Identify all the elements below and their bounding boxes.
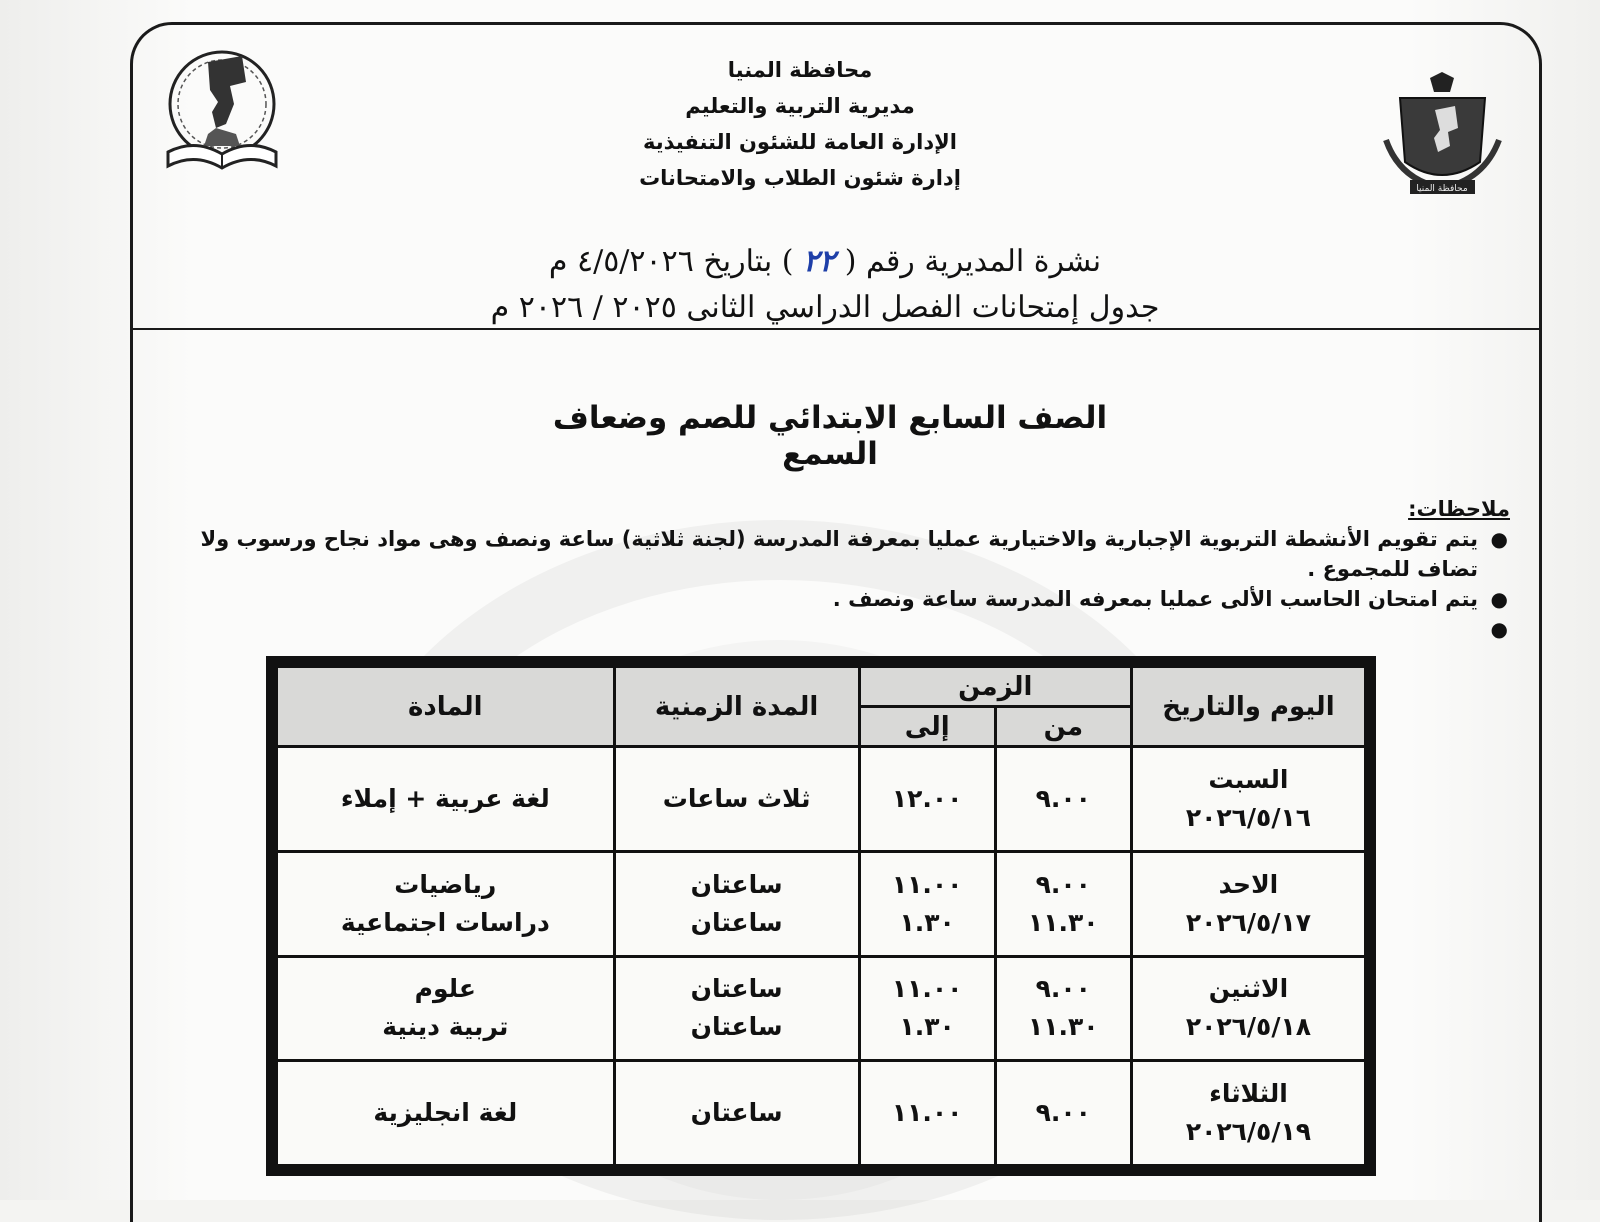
day-date-cell (1131, 1061, 1365, 1166)
note-item (140, 524, 1510, 584)
day-name: السبت (1208, 764, 1289, 794)
page-title: الصف السابع الابتدائي للصم وضعاف السمع (552, 400, 1108, 472)
to-time: ١١.٠٠ (891, 974, 963, 1004)
exam-schedule-table-frame (266, 656, 1376, 1176)
note-item (140, 584, 1510, 614)
duration-cell (614, 851, 859, 956)
note-text: يتم تقويم الأنشطة التربوية الإجبارية والاختيارية عمليا بمعرفة المدرسة (لجنة ثلاثية) ساعة ونصف وهى مواد نجاح ورسوب ولا تضاف للمجموع . (200, 527, 1478, 581)
to-time: ١١.٠٠ (891, 869, 963, 899)
note-item (140, 614, 1510, 644)
bullet-icon: ● (1490, 527, 1508, 551)
duration-value: ساعتان (690, 1098, 783, 1128)
table-row (277, 956, 1366, 1061)
subject-name: علوم (414, 974, 476, 1004)
duration-cell (614, 747, 859, 852)
day-date-cell (1131, 747, 1365, 852)
table-row (277, 1061, 1366, 1166)
subject-cell (277, 956, 615, 1061)
subject-cell (277, 747, 615, 852)
from-cell (995, 956, 1131, 1061)
to-time: ١٢.٠٠ (891, 783, 963, 813)
header-exams-admin: إدارة شئون الطلاب والامتحانات (639, 166, 961, 190)
table-row (277, 851, 1366, 956)
duration-value: ثلاث ساعات (662, 783, 811, 813)
subject-cell (277, 1061, 615, 1166)
header-general-admin: الإدارة العامة للشئون التنفيذية (643, 130, 957, 154)
from-time: ٩.٠٠ (1035, 1098, 1091, 1128)
to-cell (859, 956, 995, 1061)
from-cell (995, 747, 1131, 852)
from-time: ٩.٠٠ (1035, 783, 1091, 813)
to-time: ١.٣٠ (899, 907, 955, 937)
notes-heading: ملاحظات: (1408, 497, 1510, 521)
bulletin-middle: ) بتاريخ (703, 244, 794, 279)
to-cell (859, 1061, 995, 1166)
from-cell (995, 1061, 1131, 1166)
notes-section (140, 494, 1510, 644)
duration-value: ساعتان (690, 869, 783, 899)
exam-date: ٢٠٢٦/٥/١٧ (1185, 907, 1311, 937)
day-date-cell (1131, 851, 1365, 956)
day-name: الثلاثاء (1209, 1079, 1288, 1109)
table-row (277, 747, 1366, 852)
exam-date: ٢٠٢٦/٥/١٩ (1185, 1117, 1311, 1147)
to-time: ١١.٠٠ (891, 1098, 963, 1128)
header-time: الزمن (859, 667, 1131, 707)
to-cell (859, 747, 995, 852)
from-time: ٩.٠٠ (1035, 869, 1091, 899)
header-duration: المدة الزمنية (614, 667, 859, 747)
header-day-date: اليوم والتاريخ (1131, 667, 1365, 747)
header-governorate: محافظة المنيا (727, 58, 873, 82)
bulletin-line (430, 244, 1220, 279)
header-from: من (995, 707, 1131, 747)
duration-cell (614, 956, 859, 1061)
bullet-icon: ● (1490, 587, 1508, 611)
governorate-emblem-icon (1380, 70, 1505, 200)
header-subject: المادة (277, 667, 615, 747)
duration-value: ساعتان (690, 907, 783, 937)
bulletin-prefix: نشرة المديرية رقم ( (844, 244, 1102, 279)
header-to: إلى (859, 707, 995, 747)
day-name: الاحد (1218, 869, 1279, 899)
schedule-subtitle: جدول إمتحانات الفصل الدراسي الثانى ٢٠٢٥ / ٢٠٢٦ م (490, 290, 1160, 325)
subject-name: دراسات اجتماعية (340, 907, 550, 937)
day-name: الاثنين (1208, 974, 1289, 1004)
exam-date: ٢٠٢٦/٥/١٦ (1185, 802, 1311, 832)
duration-cell (614, 1061, 859, 1166)
duration-value: ساعتان (690, 1012, 783, 1042)
from-time: ١١.٣٠ (1028, 1012, 1099, 1042)
from-time: ٩.٠٠ (1035, 974, 1091, 1004)
from-time: ١١.٣٠ (1028, 907, 1099, 937)
exam-date: ٢٠٢٦/٥/١٨ (1185, 1012, 1311, 1042)
subject-name: لغة انجليزية (373, 1098, 518, 1128)
subject-cell (277, 851, 615, 956)
note-text: يتم امتحان الحاسب الألى عمليا بمعرفه المدرسة ساعة ونصف . (832, 587, 1478, 611)
to-time: ١.٣٠ (899, 1012, 955, 1042)
day-date-cell (1131, 956, 1365, 1061)
subject-name: رياضيات (394, 869, 497, 899)
bullet-icon: ● (1490, 617, 1508, 641)
nefertiti-book-logo-icon (160, 42, 290, 182)
svg-text:محافظة المنيا: محافظة المنيا (1416, 184, 1468, 194)
bulletin-date: ٤/٥/٢٠٢٦ م (548, 244, 694, 279)
subject-name: تربية دينية (382, 1012, 509, 1042)
from-cell (995, 851, 1131, 956)
exam-schedule-table (275, 665, 1367, 1167)
header-divider (130, 328, 1542, 330)
to-cell (859, 851, 995, 956)
bulletin-number: ٢٢ (802, 244, 836, 279)
duration-value: ساعتان (690, 974, 783, 1004)
subject-name: لغة عربية + إملاء (340, 783, 550, 813)
header-directorate: مديرية التربية والتعليم (685, 94, 915, 118)
